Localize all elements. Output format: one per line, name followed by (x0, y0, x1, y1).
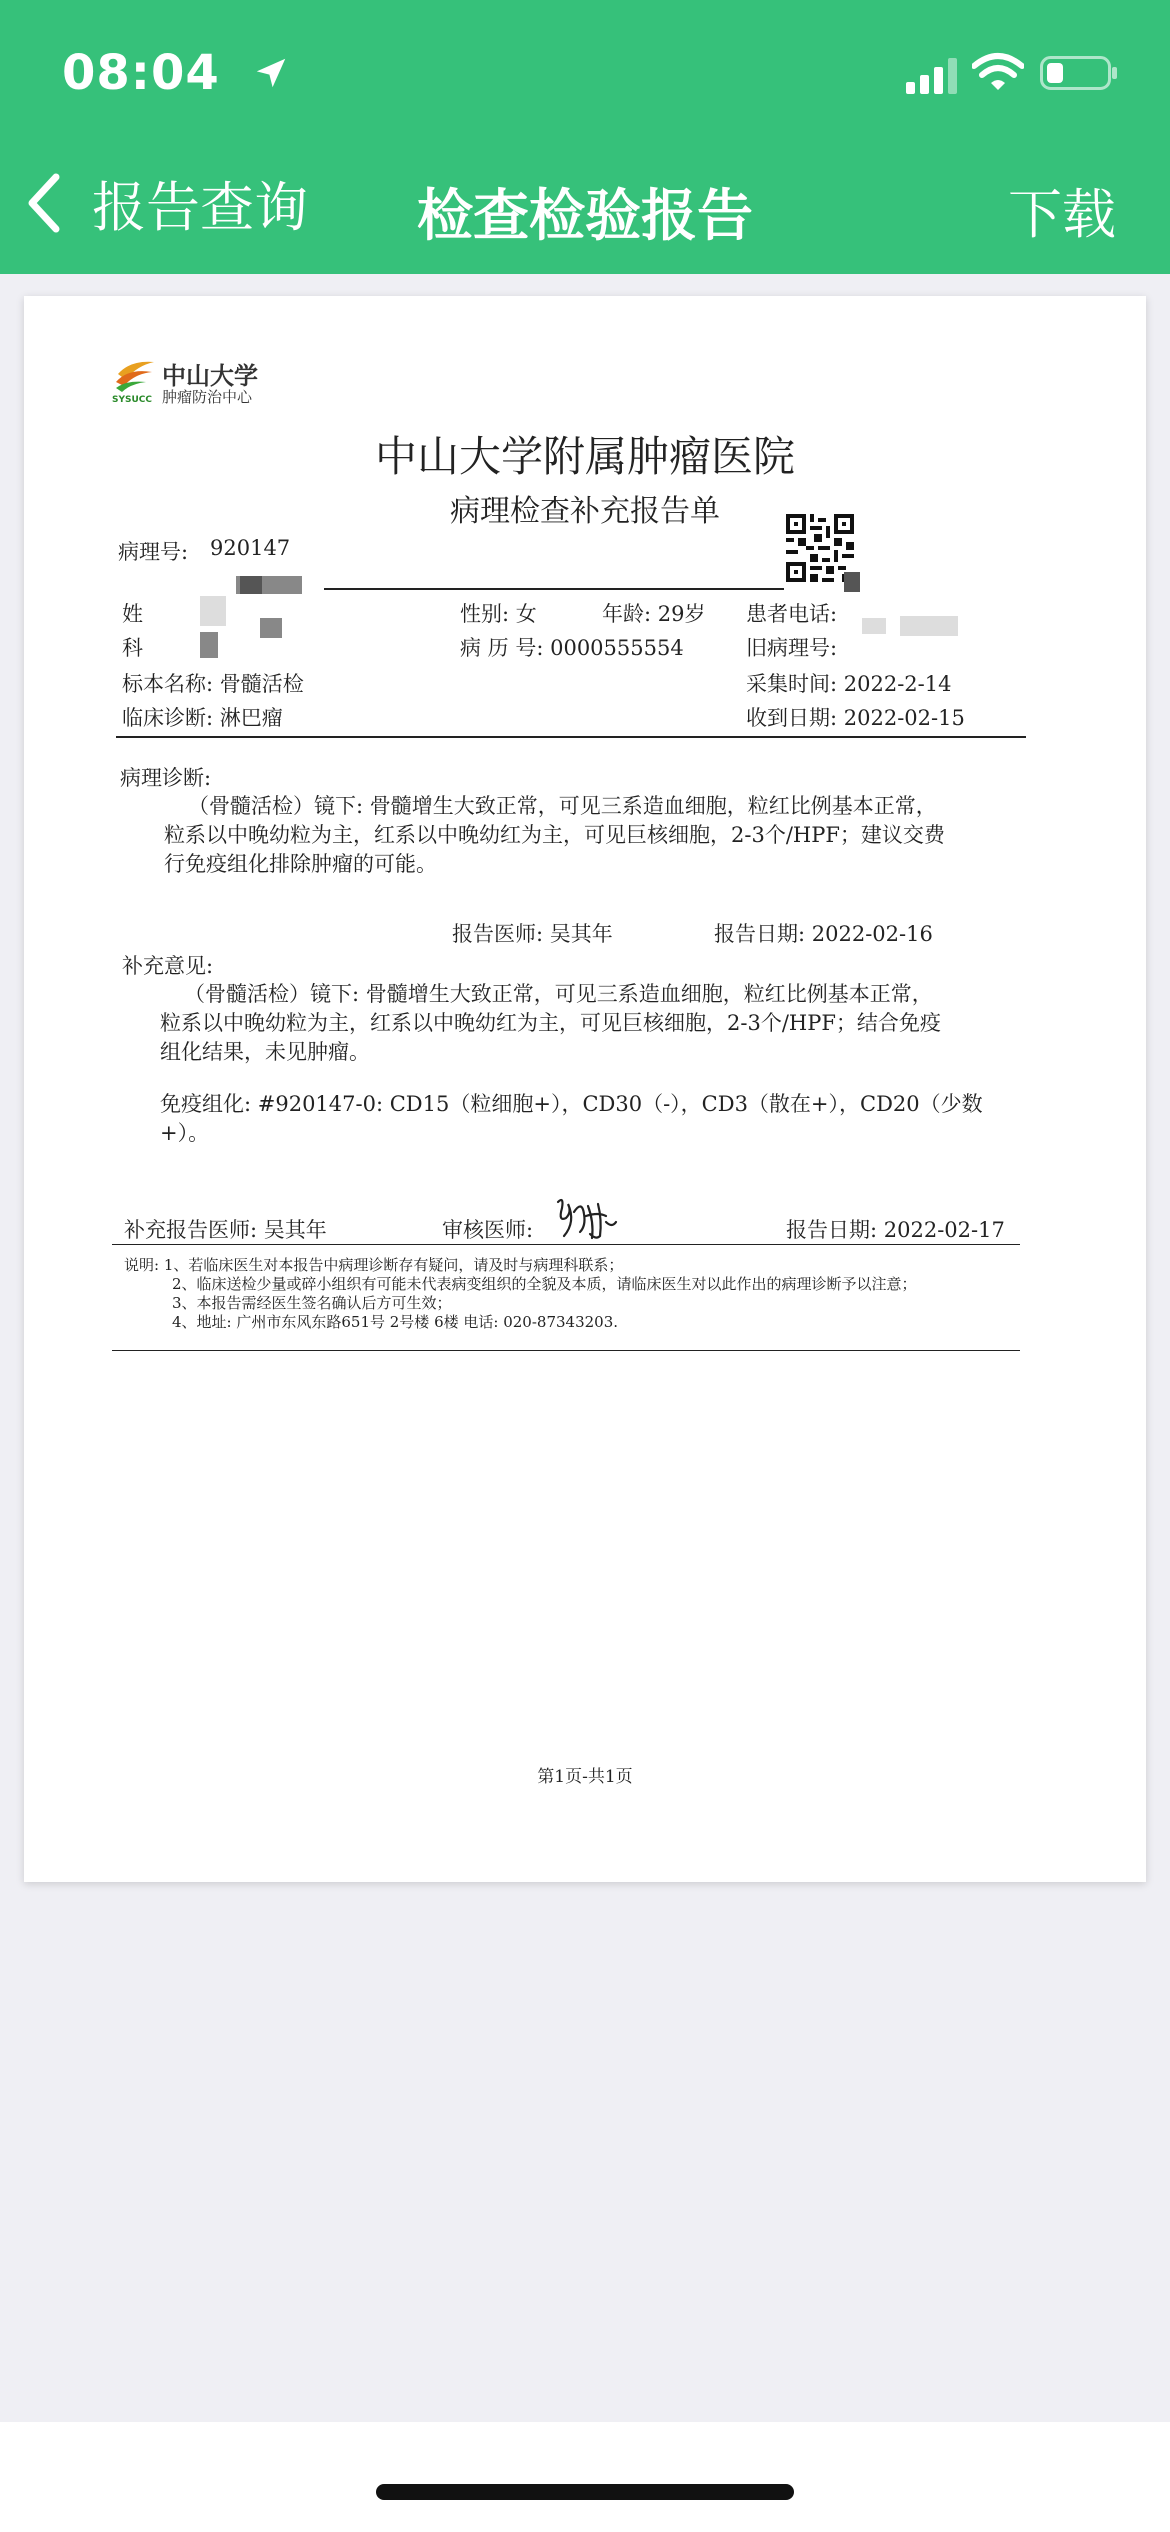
header-divider (324, 588, 784, 590)
hospital-name: 中山大学附属肿瘤医院 (374, 432, 795, 481)
location-arrow-icon (252, 54, 290, 92)
status-time-label: 08:04 (62, 45, 220, 101)
app-header (0, 0, 1170, 274)
notes-divider (112, 1350, 1020, 1351)
note-line: 2、临床送检少量或碎小组织有可能未代表病变组织的全貌及本质，请临床医生对以此作出的病理诊断予以注意； (172, 1275, 917, 1293)
diagnosis-line: 行免疫组化排除肿瘤的可能。 (164, 852, 437, 876)
supplement-doctor: 补充报告医师: 吴其年 (124, 1218, 327, 1242)
supplement-line: （骨髓活检）镜下: 骨髓增生大致正常，可见三系造血细胞，粒红比例基本正常， (184, 982, 933, 1006)
note-line: 4、地址: 广州市东风东路651号 2号楼 6楼 电话: 020-87343203. (172, 1313, 619, 1331)
redaction (240, 576, 262, 594)
diagnosis-heading: 病理诊断: (120, 766, 212, 790)
redaction (200, 632, 218, 658)
age: 年龄: 29岁 (602, 602, 706, 626)
redaction (844, 572, 860, 592)
signoff-divider (112, 1244, 1020, 1245)
clinical-diagnosis: 临床诊断: 淋巴瘤 (122, 706, 283, 730)
report-type: 病理检查补充报告单 (450, 494, 720, 529)
old-pathology-no: 旧病理号: (746, 636, 838, 660)
pathology-no-label: 病理号: (118, 540, 189, 564)
redaction (900, 616, 958, 636)
logo-subtitle: 肿瘤防治中心 (162, 388, 253, 406)
info-divider (116, 736, 1026, 738)
back-button[interactable] (24, 160, 308, 246)
redaction (862, 618, 886, 634)
reviewer-label: 审核医师: (442, 1218, 534, 1242)
supplement-line: 组化结果，未见肿瘤。 (160, 1040, 370, 1064)
diagnosis-line: 粒系以中晚幼粒为主，红系以中晚幼红为主，可见巨核细胞，2-3个/HPF；建议交费 (164, 823, 945, 847)
supplement-line: 粒系以中晚幼粒为主，红系以中晚幼红为主，可见巨核细胞，2-3个/HPF；结合免疫 (160, 1011, 941, 1035)
bottom-safe-area (0, 2422, 1170, 2532)
reviewer-signature (550, 1192, 620, 1244)
report-document[interactable] (24, 296, 1146, 1882)
wifi-icon (972, 52, 1024, 92)
ihc-line: 免疫组化: #920147-0: CD15（粒细胞+），CD30（-），CD3（散在+），CD20（少数 (160, 1092, 983, 1116)
back-label: 报告查询 (92, 175, 308, 239)
note-line: 3、本报告需经医生签名确认后方可生效； (172, 1294, 452, 1312)
patient-phone-label: 患者电话: (746, 602, 838, 626)
page-title: 检查检验报告 (417, 184, 753, 249)
cellular-signal-icon (906, 58, 958, 94)
diagnosis-text (164, 792, 945, 879)
receive-date: 收到日期: 2022-02-15 (746, 706, 965, 730)
report-notes (124, 1256, 917, 1332)
collect-time: 采集时间: 2022-2-14 (746, 672, 952, 696)
chevron-left-icon (24, 173, 64, 233)
page-number: 第1页-共1页 (537, 1767, 633, 1787)
gender: 性别: 女 (460, 602, 537, 626)
diagnosis-line: （骨髓活检）镜下: 骨髓增生大致正常，可见三系造血细胞，粒红比例基本正常， (188, 794, 937, 818)
logo-name: 中山大学 (162, 361, 258, 390)
logo-mark-icon (112, 354, 158, 410)
ihc-line: +）。 (160, 1121, 210, 1145)
dept-label: 科 (122, 636, 143, 660)
final-report-date: 报告日期: 2022-02-17 (786, 1218, 1005, 1242)
supplement-heading: 补充意见: (122, 954, 214, 978)
logo-abbr: SYSUCC (112, 395, 152, 405)
home-indicator[interactable] (376, 2484, 794, 2500)
redaction (260, 618, 282, 638)
pathology-no-value: 920147 (210, 536, 291, 560)
report-date: 报告日期: 2022-02-16 (714, 922, 933, 946)
redaction (272, 576, 302, 594)
name-label: 姓 (122, 602, 143, 626)
supplement-text (160, 980, 941, 1067)
download-button[interactable]: 下载 (1008, 183, 1116, 246)
note-line: 说明: 1、若临床医生对本报告中病理诊断存有疑问，请及时与病理科联系； (124, 1256, 624, 1274)
record-no: 病 历 号: 0000555554 (460, 636, 684, 660)
battery-icon (1040, 56, 1118, 90)
hospital-logo (112, 354, 272, 410)
report-doctor: 报告医师: 吴其年 (452, 922, 613, 946)
redaction (200, 596, 226, 626)
ihc-text (160, 1090, 983, 1148)
status-time (62, 42, 290, 101)
specimen-name: 标本名称: 骨髓活检 (122, 672, 304, 696)
